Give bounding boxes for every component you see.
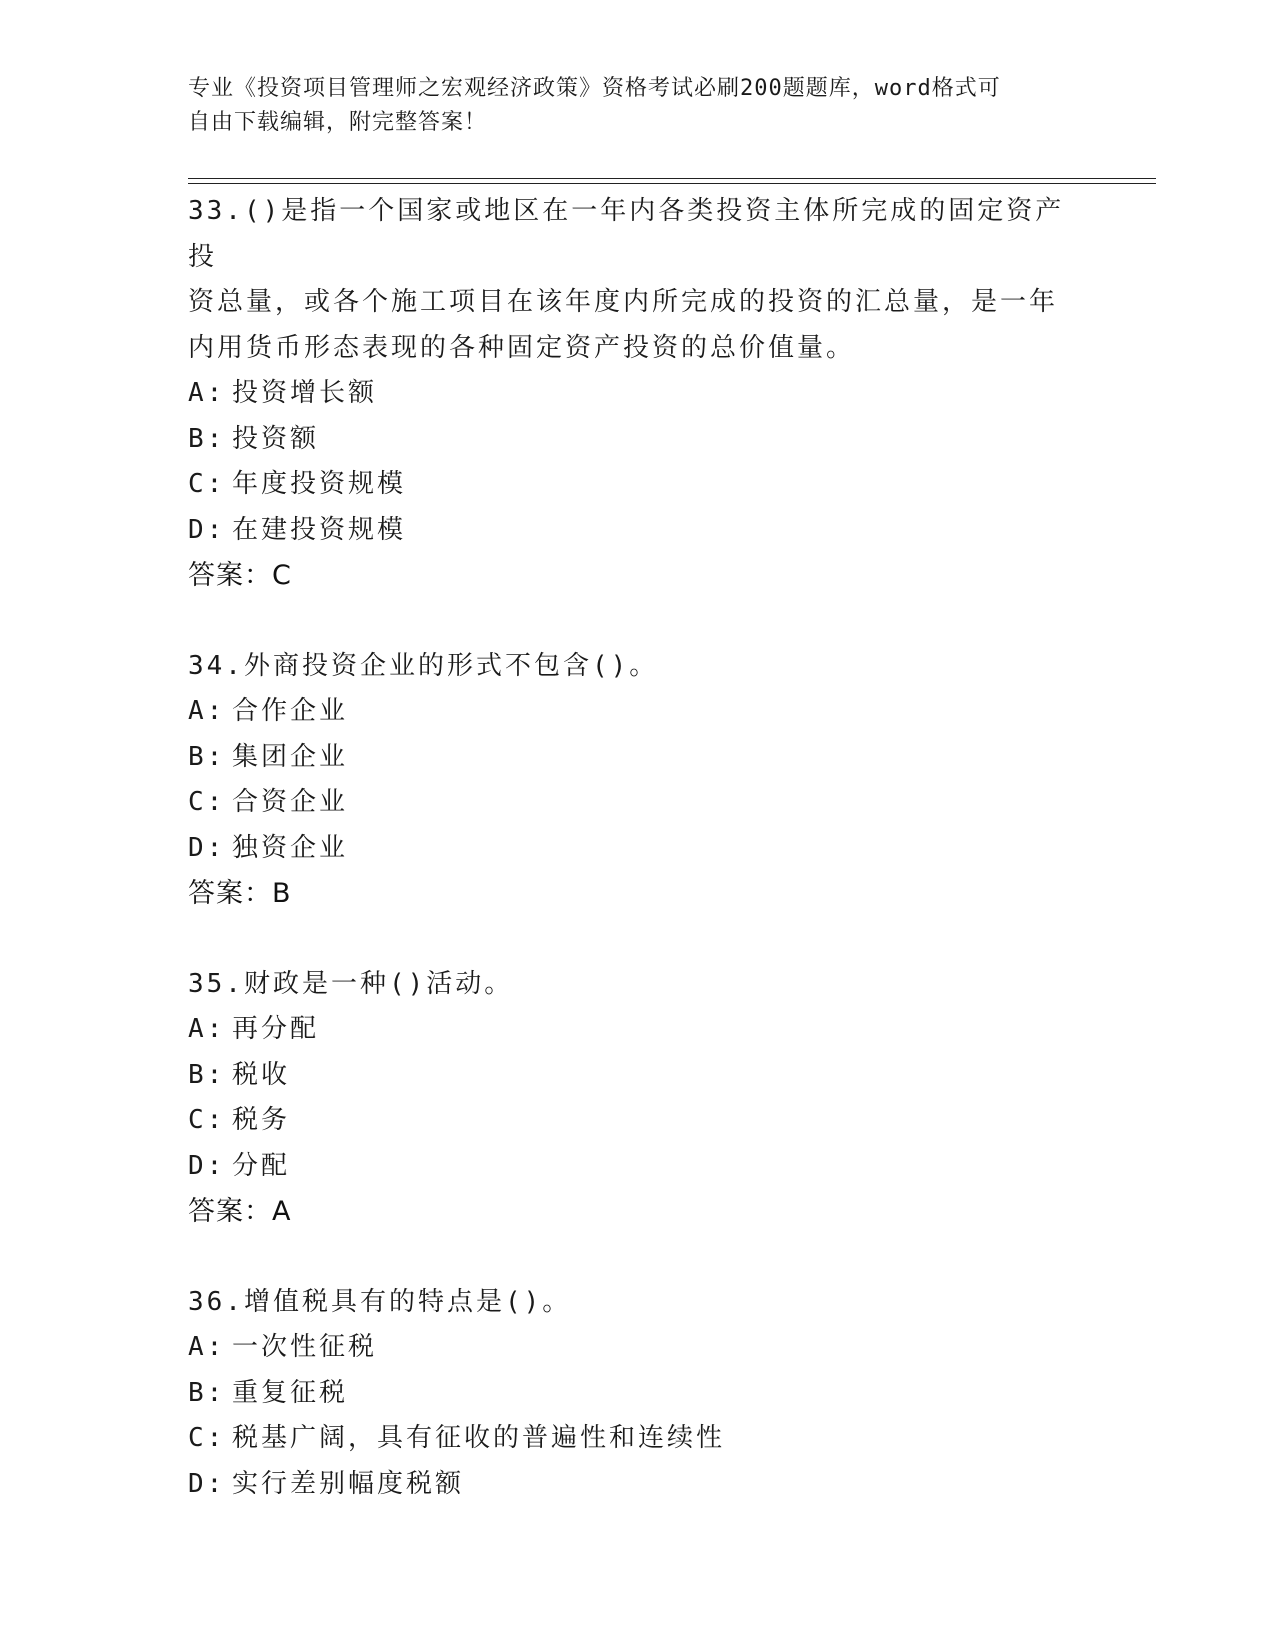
- question-spacer: [188, 1235, 1088, 1278]
- option-key: B:: [188, 741, 226, 772]
- answer-line: 答案：C: [188, 560, 292, 591]
- option-text: 重复征税: [232, 1377, 349, 1408]
- question-stem: [188, 960, 1088, 1008]
- option-text: 集团企业: [232, 741, 349, 772]
- option-key: C:: [188, 1105, 226, 1135]
- option-text: 实行差别幅度税额: [232, 1468, 465, 1499]
- stem-line: 35.财政是一种()活动。: [188, 968, 514, 999]
- question-35: [188, 960, 1088, 1235]
- question-spacer: [188, 599, 1088, 642]
- option-text: 年度投资规模: [232, 469, 407, 499]
- option-key: A:: [188, 378, 226, 408]
- option-text: 一次性征税: [232, 1332, 378, 1362]
- option-key: D:: [188, 514, 226, 545]
- header-line-2: 自由下载编辑，附完整答案！: [188, 110, 488, 135]
- option-d: [188, 508, 1088, 554]
- option-key: D:: [188, 832, 226, 863]
- header-divider-bottom: [188, 183, 1156, 184]
- question-33: [188, 187, 1088, 599]
- header-divider-top: [188, 178, 1156, 179]
- option-text: 投资增长额: [232, 378, 378, 408]
- option-d: [188, 1462, 1088, 1508]
- option-key: C:: [188, 1423, 226, 1453]
- question-stem: [188, 187, 1088, 371]
- question-34: [188, 642, 1088, 917]
- option-a: [188, 371, 1088, 417]
- stem-line: 36.增值税具有的特点是()。: [188, 1286, 572, 1317]
- option-key: A:: [188, 1332, 226, 1362]
- option-key: C:: [188, 469, 226, 499]
- option-text: 税收: [232, 1059, 291, 1090]
- option-text: 合作企业: [232, 696, 349, 726]
- option-d: [188, 826, 1088, 872]
- header-line-1: 专业《投资项目管理师之宏观经济政策》资格考试必刷200题题库，word格式可: [188, 76, 1001, 101]
- option-key: D:: [188, 1468, 226, 1499]
- option-a: [188, 1325, 1088, 1371]
- answer-line: 答案：B: [188, 878, 292, 909]
- option-key: D:: [188, 1150, 226, 1181]
- option-c: [188, 1416, 1088, 1462]
- option-b: [188, 735, 1088, 781]
- option-text: 投资额: [232, 423, 320, 454]
- question-36: [188, 1278, 1088, 1508]
- option-c: [188, 1098, 1088, 1144]
- question-spacer: [188, 917, 1088, 960]
- question-stem: [188, 642, 1088, 690]
- option-text: 分配: [232, 1150, 291, 1181]
- document-header: [188, 72, 1068, 140]
- stem-line: 33.()是指一个国家或地区在一年内各类投资主体所完成的固定资产投: [188, 196, 1065, 272]
- option-a: [188, 689, 1088, 735]
- option-b: [188, 1371, 1088, 1417]
- question-list: [188, 187, 1088, 1507]
- option-text: 税务: [232, 1105, 291, 1135]
- option-b: [188, 1053, 1088, 1099]
- question-stem: [188, 1278, 1088, 1326]
- stem-line: 内用货币形态表现的各种固定资产投资的总价值量。: [188, 332, 856, 363]
- option-text: 合资企业: [232, 787, 349, 817]
- option-text: 独资企业: [232, 832, 349, 863]
- option-key: B:: [188, 1059, 226, 1090]
- option-b: [188, 417, 1088, 463]
- option-key: B:: [188, 423, 226, 454]
- option-text: 再分配: [232, 1014, 320, 1044]
- option-text: 税基广阔，具有征收的普遍性和连续性: [232, 1423, 726, 1453]
- option-key: A:: [188, 696, 226, 726]
- option-a: [188, 1007, 1088, 1053]
- option-key: A:: [188, 1014, 226, 1044]
- stem-line: 34.外商投资企业的形式不包含()。: [188, 650, 659, 681]
- option-text: 在建投资规模: [232, 514, 407, 545]
- option-c: [188, 780, 1088, 826]
- option-d: [188, 1144, 1088, 1190]
- answer-line: 答案：A: [188, 1196, 292, 1227]
- option-key: B:: [188, 1377, 226, 1408]
- stem-line: 资总量，或各个施工项目在该年度内所完成的投资的汇总量，是一年: [188, 287, 1059, 317]
- option-key: C:: [188, 787, 226, 817]
- option-c: [188, 462, 1088, 508]
